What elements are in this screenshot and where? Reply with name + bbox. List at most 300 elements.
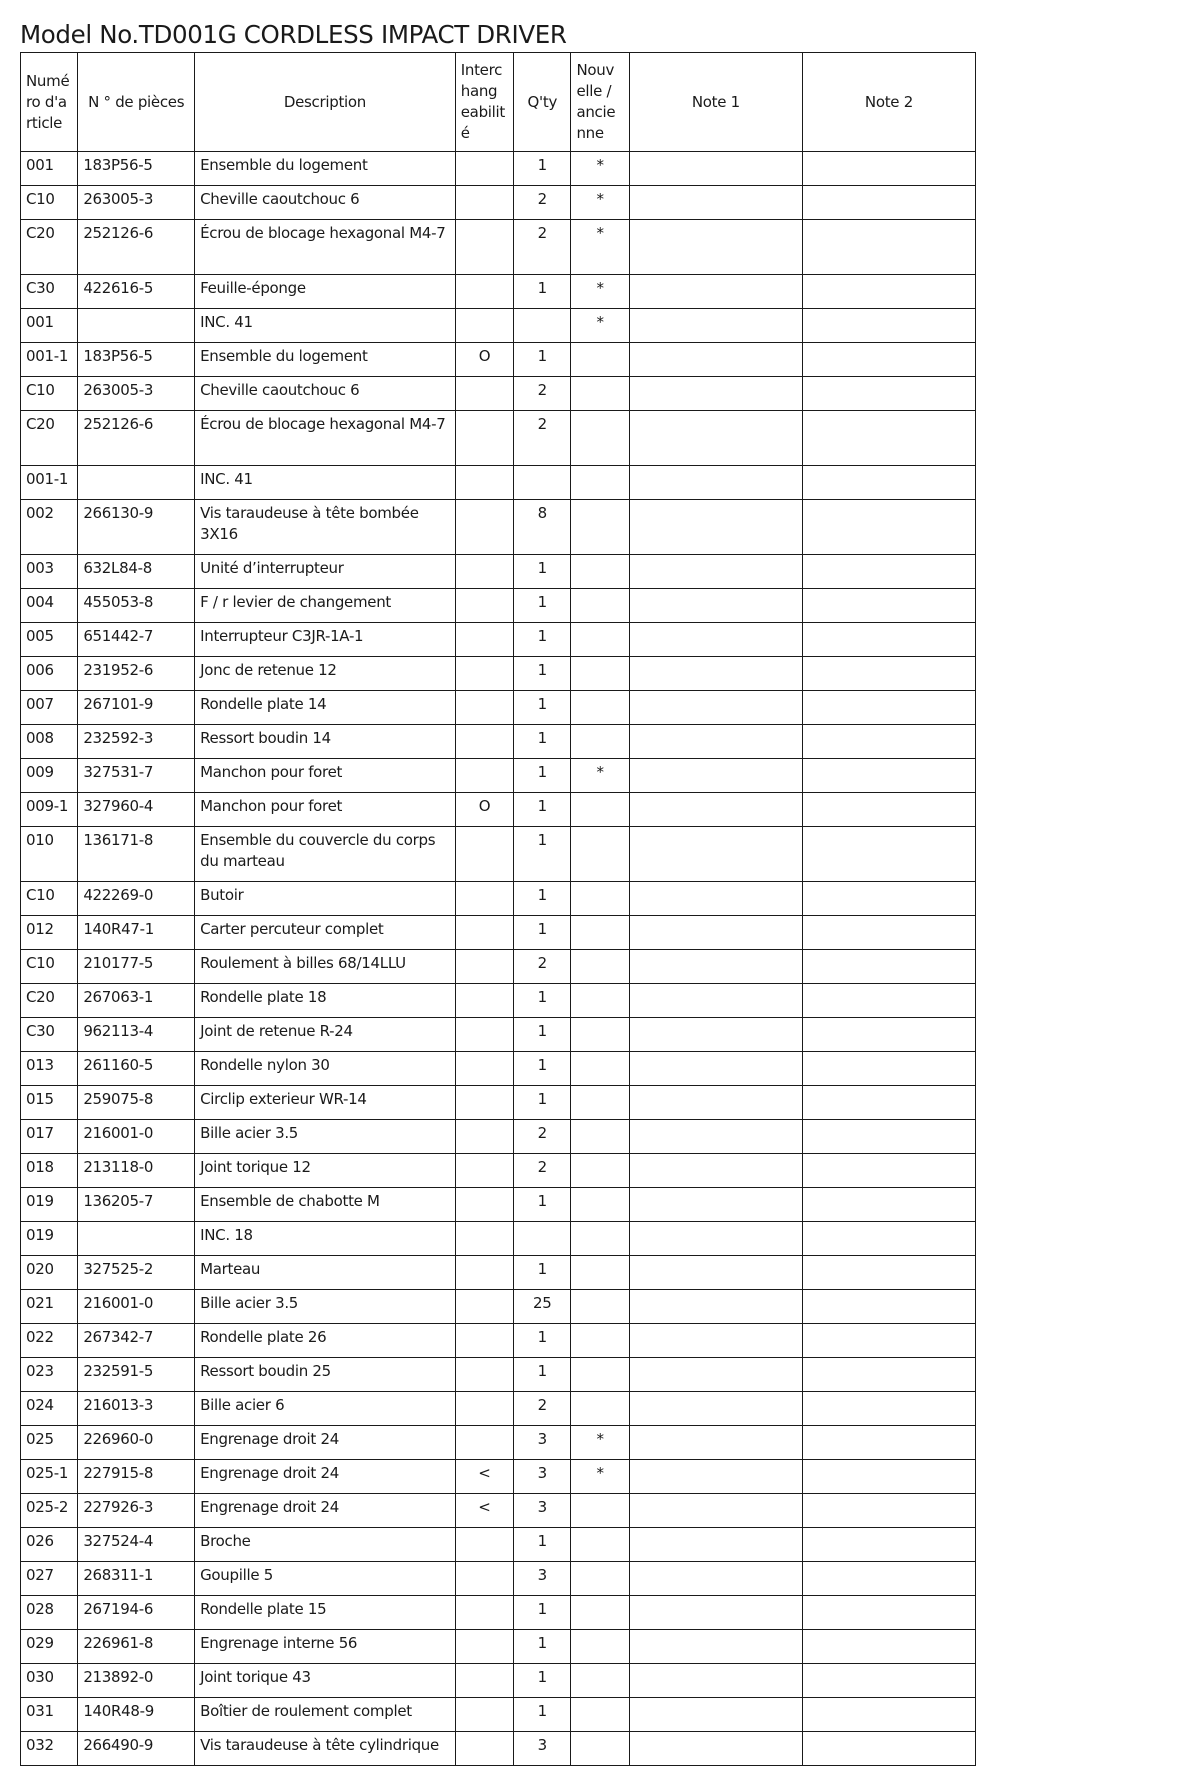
cell-note-1: [629, 1732, 802, 1766]
parts-table: [20, 52, 976, 1766]
cell-note-2: [802, 1392, 975, 1426]
cell-quantity: 1: [514, 1086, 571, 1120]
cell-new-old: [571, 1358, 629, 1392]
cell-note-2: [802, 220, 975, 275]
table-row: [21, 623, 976, 657]
cell-part-number: 962113-4: [78, 1018, 195, 1052]
cell-item-number: 022: [21, 1324, 78, 1358]
cell-interchangeability: [455, 1120, 513, 1154]
cell-description: Rondelle nylon 30: [195, 1052, 456, 1086]
table-row: [21, 1732, 976, 1766]
cell-interchangeability: [455, 1698, 513, 1732]
cell-note-2: [802, 377, 975, 411]
cell-description: Bille acier 3.5: [195, 1120, 456, 1154]
cell-item-number: C10: [21, 377, 78, 411]
cell-note-1: [629, 275, 802, 309]
cell-new-old: [571, 793, 629, 827]
cell-part-number: 140R47-1: [78, 916, 195, 950]
cell-interchangeability: <: [455, 1494, 513, 1528]
cell-description: Bille acier 3.5: [195, 1290, 456, 1324]
cell-interchangeability: [455, 1188, 513, 1222]
table-row: [21, 1562, 976, 1596]
cell-part-number: 327960-4: [78, 793, 195, 827]
cell-note-1: [629, 1460, 802, 1494]
cell-part-number: 327524-4: [78, 1528, 195, 1562]
page-title: Model No.TD001G CORDLESS IMPACT DRIVER: [20, 20, 567, 49]
cell-quantity: [514, 466, 571, 500]
cell-note-1: [629, 220, 802, 275]
table-row: [21, 1188, 976, 1222]
cell-note-2: [802, 657, 975, 691]
cell-description: INC. 41: [195, 466, 456, 500]
header-part-number: N ° de pièces: [78, 53, 195, 152]
cell-new-old: [571, 411, 629, 466]
cell-interchangeability: [455, 411, 513, 466]
cell-quantity: 2: [514, 377, 571, 411]
cell-item-number: 013: [21, 1052, 78, 1086]
cell-part-number: 267194-6: [78, 1596, 195, 1630]
cell-description: Engrenage droit 24: [195, 1426, 456, 1460]
header-quantity: Q'ty: [514, 53, 571, 152]
cell-part-number: 455053-8: [78, 589, 195, 623]
cell-note-2: [802, 275, 975, 309]
cell-quantity: 1: [514, 691, 571, 725]
cell-quantity: 1: [514, 759, 571, 793]
table-header-row: [21, 53, 976, 152]
table-row: [21, 1392, 976, 1426]
cell-note-2: [802, 466, 975, 500]
table-row: [21, 1596, 976, 1630]
cell-new-old: [571, 1732, 629, 1766]
cell-item-number: 012: [21, 916, 78, 950]
cell-interchangeability: [455, 1086, 513, 1120]
cell-quantity: 2: [514, 950, 571, 984]
cell-note-1: [629, 725, 802, 759]
header-new-old: Nouv elle / ancie nne: [571, 53, 629, 152]
cell-note-1: [629, 1528, 802, 1562]
cell-new-old: *: [571, 220, 629, 275]
cell-new-old: *: [571, 186, 629, 220]
cell-part-number: 266490-9: [78, 1732, 195, 1766]
cell-note-1: [629, 1698, 802, 1732]
cell-new-old: [571, 1154, 629, 1188]
cell-interchangeability: [455, 1630, 513, 1664]
cell-part-number: 263005-3: [78, 186, 195, 220]
cell-new-old: [571, 1630, 629, 1664]
cell-description: Cheville caoutchouc 6: [195, 186, 456, 220]
cell-part-number: 227915-8: [78, 1460, 195, 1494]
table-row: [21, 725, 976, 759]
cell-interchangeability: <: [455, 1460, 513, 1494]
cell-description: Engrenage droit 24: [195, 1460, 456, 1494]
cell-quantity: 1: [514, 1256, 571, 1290]
cell-note-2: [802, 1732, 975, 1766]
cell-description: Vis taraudeuse à tête bombée 3X16: [195, 500, 456, 555]
cell-interchangeability: [455, 1256, 513, 1290]
cell-item-number: C10: [21, 882, 78, 916]
cell-interchangeability: [455, 1426, 513, 1460]
cell-description: Joint torique 43: [195, 1664, 456, 1698]
cell-note-2: [802, 1596, 975, 1630]
cell-description: Ensemble du logement: [195, 152, 456, 186]
table-row: [21, 882, 976, 916]
cell-part-number: 213118-0: [78, 1154, 195, 1188]
cell-part-number: 226960-0: [78, 1426, 195, 1460]
cell-note-1: [629, 186, 802, 220]
cell-item-number: 021: [21, 1290, 78, 1324]
cell-note-2: [802, 1664, 975, 1698]
cell-part-number: [78, 1222, 195, 1256]
cell-note-1: [629, 759, 802, 793]
cell-description: Joint de retenue R-24: [195, 1018, 456, 1052]
cell-description: Ressort boudin 14: [195, 725, 456, 759]
cell-quantity: 2: [514, 411, 571, 466]
cell-part-number: 232591-5: [78, 1358, 195, 1392]
table-row: [21, 1222, 976, 1256]
cell-item-number: 001-1: [21, 466, 78, 500]
cell-quantity: 1: [514, 343, 571, 377]
cell-interchangeability: [455, 152, 513, 186]
cell-note-2: [802, 1562, 975, 1596]
table-row: [21, 589, 976, 623]
cell-note-1: [629, 343, 802, 377]
cell-description: Engrenage interne 56: [195, 1630, 456, 1664]
cell-quantity: 3: [514, 1426, 571, 1460]
cell-note-1: [629, 1392, 802, 1426]
cell-quantity: 1: [514, 984, 571, 1018]
cell-quantity: 1: [514, 1052, 571, 1086]
cell-interchangeability: [455, 1358, 513, 1392]
cell-new-old: *: [571, 1460, 629, 1494]
cell-note-2: [802, 623, 975, 657]
cell-interchangeability: [455, 1596, 513, 1630]
cell-description: Manchon pour foret: [195, 793, 456, 827]
cell-interchangeability: [455, 1290, 513, 1324]
cell-part-number: 259075-8: [78, 1086, 195, 1120]
cell-note-2: [802, 1052, 975, 1086]
cell-interchangeability: [455, 1528, 513, 1562]
cell-description: INC. 41: [195, 309, 456, 343]
cell-new-old: [571, 1188, 629, 1222]
cell-interchangeability: [455, 466, 513, 500]
cell-part-number: 266130-9: [78, 500, 195, 555]
cell-description: Circlip exterieur WR-14: [195, 1086, 456, 1120]
cell-item-number: 005: [21, 623, 78, 657]
cell-item-number: 008: [21, 725, 78, 759]
cell-interchangeability: [455, 500, 513, 555]
table-row: [21, 309, 976, 343]
table-row: [21, 186, 976, 220]
cell-note-2: [802, 1290, 975, 1324]
cell-part-number: 422616-5: [78, 275, 195, 309]
cell-note-2: [802, 916, 975, 950]
cell-quantity: 8: [514, 500, 571, 555]
cell-interchangeability: [455, 1018, 513, 1052]
cell-note-2: [802, 343, 975, 377]
cell-quantity: 3: [514, 1732, 571, 1766]
cell-part-number: 227926-3: [78, 1494, 195, 1528]
cell-note-2: [802, 827, 975, 882]
cell-part-number: 231952-6: [78, 657, 195, 691]
cell-note-1: [629, 500, 802, 555]
table-row: [21, 500, 976, 555]
cell-note-1: [629, 1188, 802, 1222]
cell-description: Écrou de blocage hexagonal M4-7: [195, 220, 456, 275]
cell-new-old: [571, 691, 629, 725]
cell-note-2: [802, 1222, 975, 1256]
cell-new-old: [571, 916, 629, 950]
cell-note-1: [629, 1154, 802, 1188]
cell-new-old: [571, 1562, 629, 1596]
cell-item-number: 010: [21, 827, 78, 882]
cell-part-number: 136171-8: [78, 827, 195, 882]
cell-note-1: [629, 309, 802, 343]
cell-new-old: [571, 1596, 629, 1630]
cell-note-1: [629, 1018, 802, 1052]
cell-interchangeability: [455, 950, 513, 984]
cell-part-number: 632L84-8: [78, 555, 195, 589]
cell-interchangeability: [455, 275, 513, 309]
cell-note-1: [629, 1120, 802, 1154]
cell-interchangeability: [455, 691, 513, 725]
parts-table-body: [21, 152, 976, 1766]
cell-note-2: [802, 1426, 975, 1460]
cell-item-number: 027: [21, 1562, 78, 1596]
table-row: [21, 1154, 976, 1188]
cell-item-number: 028: [21, 1596, 78, 1630]
cell-new-old: [571, 1018, 629, 1052]
cell-description: Rondelle plate 14: [195, 691, 456, 725]
cell-note-1: [629, 1630, 802, 1664]
cell-quantity: 1: [514, 1528, 571, 1562]
cell-interchangeability: O: [455, 793, 513, 827]
cell-interchangeability: [455, 1392, 513, 1426]
header-interchangeability: Interc hang eabilit é: [455, 53, 513, 152]
cell-part-number: 651442-7: [78, 623, 195, 657]
cell-note-1: [629, 1324, 802, 1358]
cell-quantity: 3: [514, 1562, 571, 1596]
cell-note-1: [629, 555, 802, 589]
table-row: [21, 1426, 976, 1460]
table-row: [21, 950, 976, 984]
table-row: [21, 1494, 976, 1528]
cell-description: Roulement à billes 68/14LLU: [195, 950, 456, 984]
table-row: [21, 275, 976, 309]
cell-item-number: 025-2: [21, 1494, 78, 1528]
cell-item-number: C20: [21, 411, 78, 466]
cell-interchangeability: [455, 186, 513, 220]
cell-item-number: 020: [21, 1256, 78, 1290]
cell-item-number: 007: [21, 691, 78, 725]
table-row: [21, 1018, 976, 1052]
cell-description: Ressort boudin 25: [195, 1358, 456, 1392]
table-row: [21, 984, 976, 1018]
cell-description: Broche: [195, 1528, 456, 1562]
cell-new-old: [571, 377, 629, 411]
cell-new-old: [571, 1528, 629, 1562]
cell-note-2: [802, 1188, 975, 1222]
cell-note-2: [802, 1120, 975, 1154]
cell-part-number: 213892-0: [78, 1664, 195, 1698]
cell-interchangeability: [455, 1324, 513, 1358]
cell-note-2: [802, 500, 975, 555]
cell-note-1: [629, 1664, 802, 1698]
cell-new-old: [571, 343, 629, 377]
cell-part-number: 252126-6: [78, 220, 195, 275]
table-row: [21, 377, 976, 411]
cell-interchangeability: [455, 882, 513, 916]
cell-note-1: [629, 1052, 802, 1086]
cell-new-old: [571, 466, 629, 500]
table-row: [21, 1290, 976, 1324]
cell-interchangeability: [455, 1664, 513, 1698]
cell-description: Interrupteur C3JR-1A-1: [195, 623, 456, 657]
table-row: [21, 1324, 976, 1358]
cell-part-number: 267342-7: [78, 1324, 195, 1358]
cell-new-old: *: [571, 309, 629, 343]
table-row: [21, 1698, 976, 1732]
cell-note-2: [802, 411, 975, 466]
cell-note-2: [802, 309, 975, 343]
cell-note-2: [802, 1154, 975, 1188]
table-row: [21, 1630, 976, 1664]
cell-note-2: [802, 1460, 975, 1494]
cell-new-old: [571, 1052, 629, 1086]
cell-description: Goupille 5: [195, 1562, 456, 1596]
cell-item-number: 004: [21, 589, 78, 623]
cell-note-1: [629, 793, 802, 827]
cell-note-2: [802, 1358, 975, 1392]
cell-description: Joint torique 12: [195, 1154, 456, 1188]
cell-description: Ensemble de chabotte M: [195, 1188, 456, 1222]
table-row: [21, 1052, 976, 1086]
cell-note-1: [629, 1596, 802, 1630]
table-row: [21, 827, 976, 882]
cell-interchangeability: [455, 1154, 513, 1188]
cell-item-number: 017: [21, 1120, 78, 1154]
cell-part-number: 183P56-5: [78, 152, 195, 186]
cell-description: Écrou de blocage hexagonal M4-7: [195, 411, 456, 466]
cell-description: Unité d’interrupteur: [195, 555, 456, 589]
cell-item-number: 009: [21, 759, 78, 793]
cell-item-number: C20: [21, 984, 78, 1018]
cell-new-old: [571, 1222, 629, 1256]
cell-item-number: C20: [21, 220, 78, 275]
cell-part-number: 267063-1: [78, 984, 195, 1018]
cell-interchangeability: [455, 984, 513, 1018]
cell-quantity: 2: [514, 1154, 571, 1188]
table-row: [21, 152, 976, 186]
table-row: [21, 691, 976, 725]
cell-new-old: [571, 827, 629, 882]
cell-item-number: 019: [21, 1188, 78, 1222]
cell-part-number: 267101-9: [78, 691, 195, 725]
cell-item-number: 030: [21, 1664, 78, 1698]
cell-quantity: 1: [514, 589, 571, 623]
cell-new-old: [571, 725, 629, 759]
cell-quantity: 1: [514, 657, 571, 691]
cell-description: Rondelle plate 18: [195, 984, 456, 1018]
header-note-1: Note 1: [629, 53, 802, 152]
cell-part-number: [78, 309, 195, 343]
cell-part-number: 226961-8: [78, 1630, 195, 1664]
cell-quantity: 1: [514, 1596, 571, 1630]
table-row: [21, 759, 976, 793]
cell-interchangeability: [455, 916, 513, 950]
cell-part-number: 268311-1: [78, 1562, 195, 1596]
header-item-number: Numé ro d'a rticle: [21, 53, 78, 152]
cell-new-old: [571, 1664, 629, 1698]
cell-interchangeability: [455, 623, 513, 657]
cell-new-old: [571, 1698, 629, 1732]
cell-description: Bille acier 6: [195, 1392, 456, 1426]
cell-interchangeability: [455, 1052, 513, 1086]
cell-part-number: 232592-3: [78, 725, 195, 759]
cell-new-old: *: [571, 759, 629, 793]
cell-quantity: [514, 1222, 571, 1256]
cell-part-number: 252126-6: [78, 411, 195, 466]
table-row: [21, 657, 976, 691]
cell-part-number: 216013-3: [78, 1392, 195, 1426]
cell-description: Cheville caoutchouc 6: [195, 377, 456, 411]
cell-part-number: 183P56-5: [78, 343, 195, 377]
cell-item-number: C10: [21, 950, 78, 984]
cell-part-number: 140R48-9: [78, 1698, 195, 1732]
cell-quantity: 1: [514, 555, 571, 589]
cell-description: Manchon pour foret: [195, 759, 456, 793]
cell-note-2: [802, 1018, 975, 1052]
header-note-2: Note 2: [802, 53, 975, 152]
cell-description: Feuille-éponge: [195, 275, 456, 309]
cell-new-old: [571, 1324, 629, 1358]
cell-note-1: [629, 1290, 802, 1324]
cell-description: Marteau: [195, 1256, 456, 1290]
cell-note-1: [629, 1494, 802, 1528]
cell-part-number: 327531-7: [78, 759, 195, 793]
cell-quantity: 1: [514, 1698, 571, 1732]
cell-part-number: 210177-5: [78, 950, 195, 984]
cell-item-number: 001: [21, 309, 78, 343]
table-row: [21, 466, 976, 500]
cell-quantity: 1: [514, 1018, 571, 1052]
cell-note-2: [802, 759, 975, 793]
cell-description: Butoir: [195, 882, 456, 916]
cell-item-number: 003: [21, 555, 78, 589]
cell-new-old: [571, 1086, 629, 1120]
cell-quantity: 1: [514, 1358, 571, 1392]
cell-item-number: C30: [21, 275, 78, 309]
cell-interchangeability: [455, 589, 513, 623]
cell-interchangeability: [455, 377, 513, 411]
cell-description: Engrenage droit 24: [195, 1494, 456, 1528]
cell-interchangeability: [455, 657, 513, 691]
cell-item-number: 025: [21, 1426, 78, 1460]
cell-quantity: 1: [514, 1188, 571, 1222]
cell-note-2: [802, 1324, 975, 1358]
table-row: [21, 411, 976, 466]
cell-note-2: [802, 1086, 975, 1120]
cell-description: Boîtier de roulement complet: [195, 1698, 456, 1732]
table-row: [21, 343, 976, 377]
cell-note-2: [802, 1528, 975, 1562]
cell-new-old: [571, 1256, 629, 1290]
cell-quantity: 25: [514, 1290, 571, 1324]
cell-quantity: 2: [514, 1392, 571, 1426]
cell-note-1: [629, 916, 802, 950]
cell-description: Ensemble du couvercle du corps du marteau: [195, 827, 456, 882]
cell-new-old: [571, 1290, 629, 1324]
cell-quantity: 3: [514, 1494, 571, 1528]
